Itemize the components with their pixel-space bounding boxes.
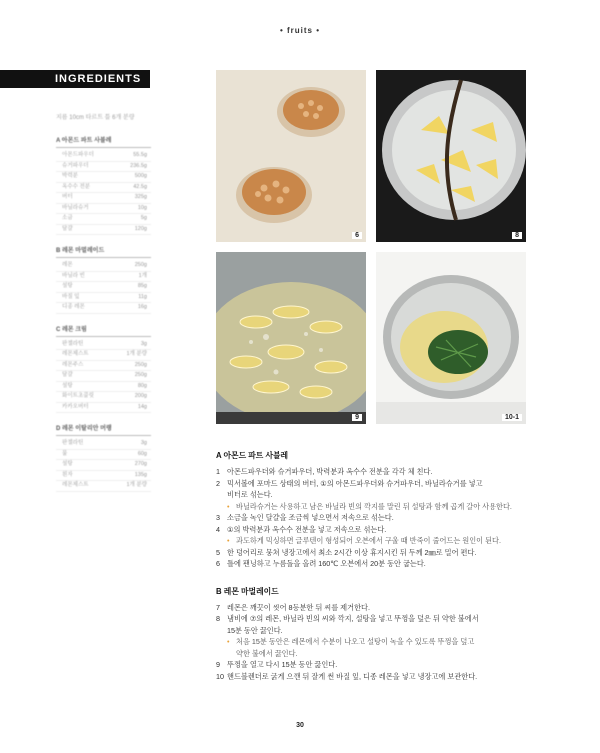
step-item	[216, 466, 542, 478]
ingredient-amount: 3g	[140, 440, 147, 446]
photo-label: 6	[352, 232, 362, 239]
step-item	[216, 547, 542, 559]
ingredients-title: INGREDIENTS	[0, 70, 150, 88]
ingredient-amount: 270g	[134, 461, 147, 467]
ingredient-amount: 80g	[137, 382, 147, 389]
ingredient-amount: 85g	[137, 283, 147, 289]
step-item	[216, 478, 542, 490]
ingredient-name: 아몬드파우더	[62, 152, 94, 158]
step-note	[216, 535, 542, 547]
ingredient-row	[56, 471, 151, 482]
ingredient-row	[56, 272, 151, 283]
note-text: 과도하게 믹싱하면 글루텐이 형성되어 오븐에서 구울 때 반죽이 줄어드는 원인이 된다.	[236, 536, 501, 545]
step-text: ①의 박력분과 옥수수 전분을 넣고 저속으로 섞는다.	[227, 524, 387, 534]
step-number: 7	[216, 602, 220, 612]
ingredient-amount: 500g	[134, 173, 147, 179]
photo-label: 8	[512, 232, 522, 239]
ingredient-name: 버터	[62, 194, 73, 200]
ingredient-amount: 1개	[138, 272, 147, 279]
ingredient-row	[56, 392, 151, 403]
photo-boiling-lemons	[216, 252, 366, 424]
step-item	[216, 524, 542, 536]
step-item	[216, 625, 542, 637]
ingredient-amount: 1개 분량	[126, 351, 147, 357]
ingredient-row	[56, 151, 151, 162]
ingredient-name: 물	[62, 450, 68, 457]
ingredient-amount: 250g	[134, 361, 147, 368]
step-text: 믹서볼에 포마드 상태의 버터, ①의 아몬드파우더와 슈거파우더, 바닐라슈거를 넣고	[227, 478, 483, 488]
yield-text: 지름 10cm 타르트 틀 6개 분량	[56, 115, 135, 121]
ingredient-row	[56, 282, 151, 293]
ingredient-row	[56, 371, 151, 382]
ingredient-name: 바닐라 빈	[62, 272, 85, 279]
step-number: 1	[216, 467, 220, 476]
ingredient-row	[56, 225, 151, 236]
ingredient-name: 레몬	[62, 262, 73, 268]
ingredient-name: 판젤라틴	[62, 440, 84, 446]
step-text: 15분 동안 끓인다.	[227, 625, 283, 635]
bullet-icon: •	[227, 637, 230, 646]
boiling-lemons-image	[216, 252, 366, 424]
photo-label: 9	[352, 414, 362, 421]
step-note	[216, 501, 542, 513]
ingredient-row	[56, 214, 151, 225]
ingredient-amount: 200g	[134, 393, 147, 399]
step-text: 틀에 팬닝하고 누름돌을 올려 160℃ 오븐에서 20분 동안 굽는다.	[227, 559, 426, 568]
ingredient-name: 레몬제스트	[62, 351, 89, 357]
photo-lemons-pot	[376, 70, 526, 242]
ingredient-amount: 10g	[137, 204, 147, 211]
ingredient-row	[56, 361, 151, 372]
ingredient-amount: 60g	[137, 450, 147, 457]
ingredient-row	[56, 350, 151, 361]
section-b-steps	[216, 602, 542, 683]
ingredient-name: 설탕	[62, 382, 73, 389]
ingredient-name: 소금	[62, 215, 73, 221]
section-b-title: B 레몬 마멀레이드	[216, 586, 279, 596]
step-item	[216, 659, 542, 671]
step-text: 비터로 섞는다.	[227, 490, 273, 499]
recipe-steps	[216, 450, 542, 682]
ingredient-name: 바닐라슈거	[62, 204, 89, 211]
ingredient-amount: 135g	[134, 471, 147, 478]
step-text: 한 덩어리로 뭉쳐 냉장고에서 최소 2시간 이상 휴지시킨 뒤 두께 2㎜로 밀어 편다.	[227, 547, 477, 557]
ingredient-name: 레몬제스트	[62, 482, 89, 488]
ingredient-amount: 236.5g	[130, 162, 147, 169]
ingredient-row	[56, 261, 151, 272]
ingredient-amount: 14g	[137, 403, 147, 410]
step-item	[216, 671, 542, 683]
ingredient-name: 레몬주스	[62, 361, 84, 368]
ingredient-name: 슈거파우더	[62, 162, 89, 169]
step-number	[216, 489, 227, 501]
ingredient-amount: 325g	[134, 194, 147, 200]
ingredient-amount: 16g	[137, 304, 147, 310]
step-text: 냄비에 ⑦의 레몬, 바닐라 빈의 씨와 깍지, 설탕을 넣고 뚜껑을 덮은 뒤 약한 불에서	[227, 614, 479, 623]
ingredient-amount: 120g	[134, 225, 147, 232]
ingredient-row	[56, 172, 151, 183]
step-note	[216, 648, 542, 660]
photo-label: 10-1	[502, 414, 522, 421]
step-item	[216, 613, 542, 625]
ingredients-sidebar	[56, 112, 151, 502]
ingredient-name: 카카오버터	[62, 403, 89, 410]
ingredient-row	[56, 204, 151, 215]
bullet-icon: •	[227, 536, 230, 545]
step-number	[216, 625, 227, 637]
step-number: 5	[216, 547, 220, 557]
step-number: 8	[216, 614, 220, 623]
step-text: 아몬드파우더와 슈거파우더, 박력분과 옥수수 전분을 각각 체 친다.	[227, 467, 433, 476]
step-number: 2	[216, 478, 220, 488]
step-number: 3	[216, 513, 220, 522]
ingredient-name: 바질 잎	[62, 293, 80, 300]
ingredient-group	[56, 245, 151, 314]
ingredient-row	[56, 439, 151, 450]
ingredient-row	[56, 162, 151, 173]
page-number: 30	[296, 722, 304, 729]
ingredient-amount: 250g	[134, 372, 147, 378]
ingredient-name: 디종 레몬	[62, 304, 85, 310]
bullet-icon	[227, 648, 236, 660]
note-text: 바닐라슈거는 사용하고 남은 바닐라 빈의 깍지를 말린 뒤 설탕과 함께 곱게 갈아 사용한다.	[236, 501, 512, 511]
ingredient-group	[56, 423, 151, 492]
ingredient-amount: 3g	[140, 340, 147, 347]
ingredient-name: 화이트초콜릿	[62, 393, 94, 399]
ingredient-row	[56, 303, 151, 314]
step-number: 9	[216, 660, 220, 669]
tart-shells-image	[216, 70, 366, 242]
section-header: • fruits •	[279, 26, 321, 35]
photo-basil-lemon	[376, 252, 526, 424]
ingredient-amount: 55.5g	[133, 152, 147, 158]
step-text: 소금을 녹인 달걀을 조금씩 넣으면서 저속으로 섞는다.	[227, 513, 394, 522]
step-item	[216, 558, 542, 570]
ingredient-row	[56, 481, 151, 492]
ingredient-row	[56, 382, 151, 393]
ingredient-name: 설탕	[62, 283, 73, 289]
ingredient-group-title: C 레몬 크림	[56, 324, 151, 337]
step-number: 4	[216, 524, 220, 534]
ingredient-amount: 5g	[140, 215, 147, 221]
step-number: 6	[216, 559, 220, 568]
note-text: 처음 15분 동안은 레몬에서 수분이 나오고 설탕이 녹을 수 있도록 뚜껑을 덮고	[236, 637, 475, 646]
ingredient-group-title: D 레몬 이탈리안 머랭	[56, 423, 151, 436]
section-a-title: A 아몬드 파트 사블레	[216, 451, 289, 460]
ingredient-name: 흰자	[62, 471, 73, 478]
step-note	[216, 636, 542, 648]
ingredient-row	[56, 460, 151, 471]
ingredient-name: 달걀	[62, 225, 73, 232]
ingredient-group-title: B 레몬 마멀레이드	[56, 245, 151, 258]
section-a-steps	[216, 466, 542, 570]
ingredient-name: 설탕	[62, 461, 73, 467]
ingredient-name: 옥수수 전분	[62, 183, 91, 190]
ingredient-amount: 250g	[134, 262, 147, 268]
ingredient-name: 달걀	[62, 372, 73, 378]
basil-lemon-image	[376, 252, 526, 424]
step-item	[216, 512, 542, 524]
step-text: 핸드블렌더로 굵게 으깬 뒤 잘게 썬 바질 잎, 디종 레몬을 넣고 냉장고에 보관한다.	[227, 671, 478, 681]
bullet-icon: •	[227, 501, 230, 511]
step-text: 레몬은 깨끗이 씻어 8등분한 뒤 씨를 제거한다.	[227, 602, 370, 612]
ingredient-group	[56, 324, 151, 414]
ingredient-row	[56, 403, 151, 414]
photo-tart-shells	[216, 70, 366, 242]
step-item	[216, 602, 542, 614]
ingredient-row	[56, 293, 151, 304]
ingredient-row	[56, 183, 151, 194]
ingredient-name: 박력분	[62, 173, 78, 179]
step-item	[216, 489, 542, 501]
ingredient-row	[56, 193, 151, 204]
ingredient-amount: 42.5g	[133, 183, 147, 190]
ingredient-amount: 1개 분량	[126, 482, 147, 488]
step-text: 뚜껑을 열고 다시 15분 동안 끓인다.	[227, 660, 338, 669]
ingredient-amount: 11g	[138, 293, 147, 300]
ingredient-group	[56, 135, 151, 235]
ingredient-row	[56, 340, 151, 351]
step-number: 10	[216, 671, 224, 681]
lemons-pot-image	[376, 70, 526, 242]
ingredient-group-title: A 아몬드 파트 사블레	[56, 135, 151, 148]
ingredient-name: 판젤라틴	[62, 340, 84, 347]
note-text: 약한 불에서 끓인다.	[236, 648, 298, 658]
ingredient-groups	[56, 135, 151, 492]
ingredient-row	[56, 450, 151, 461]
